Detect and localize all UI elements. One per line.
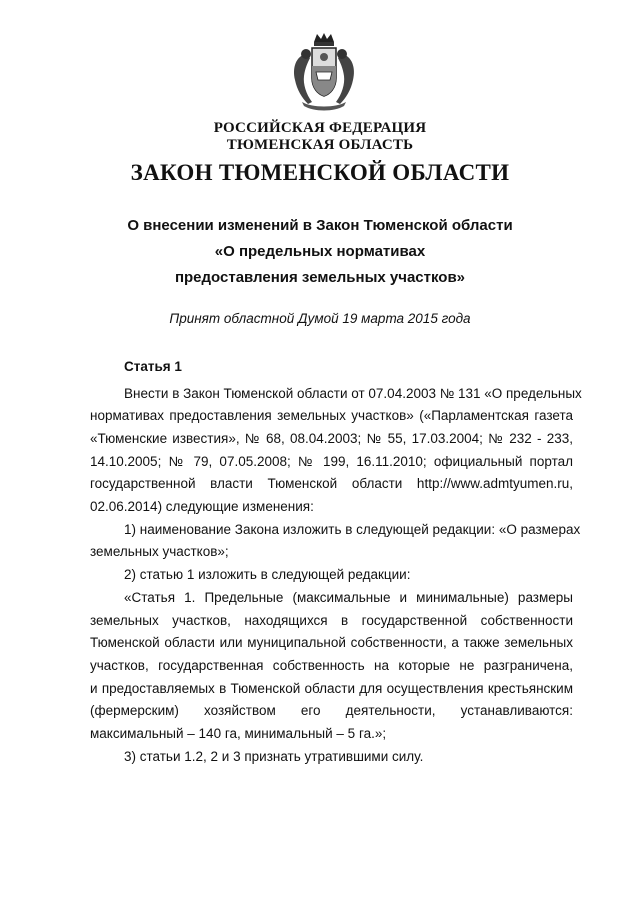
body-line: земельных участков»; <box>90 544 229 559</box>
header-region: ТЮМЕНСКАЯ ОБЛАСТЬ <box>226 137 414 153</box>
body-line: максимальный – 140 га, минимальный – 5 га.»; <box>90 726 387 741</box>
body-line: и предоставляемых в Тюменской области для осуществления крестьянским <box>90 681 573 696</box>
body-line: Внести в Закон Тюменской области от 07.04.2003 № 131 «О предельных <box>124 386 582 401</box>
adoption-date: Принят областной Думой 19 марта 2015 года <box>169 311 471 326</box>
article-heading: Статья 1 <box>124 359 182 374</box>
body-line: 2) статью 1 изложить в следующей редакции: <box>124 567 411 582</box>
body-line: 02.06.2014) следующие изменения: <box>90 499 314 514</box>
document-title: ЗАКОН ТЮМЕНСКОЙ ОБЛАСТИ <box>130 160 510 185</box>
body-line: (фермерским) хозяйством его деятельности, устанавливаются: <box>90 703 573 718</box>
body-line: 1) наименование Закона изложить в следующей редакции: «О размерах <box>124 522 581 537</box>
law-title-line: «О предельных нормативах <box>214 243 426 260</box>
body-line: государственной власти Тюменской области http://www.admtyumen.ru, <box>90 476 573 491</box>
law-title-line: О внесении изменений в Закон Тюменской области <box>127 217 513 234</box>
body-line: участков, государственная собственность на которые не разграничена, <box>90 658 573 673</box>
body-line: земельных участков, находящихся в государственной собственности <box>90 613 573 628</box>
body-line: 14.10.2005; № 79, 07.05.2008; № 199, 16.11.2010; официальный портал <box>90 454 573 469</box>
header-federation: РОССИЙСКАЯ ФЕДЕРАЦИЯ <box>213 120 427 136</box>
body-line: 3) статьи 1.2, 2 и 3 признать утратившими силу. <box>124 749 424 764</box>
coat-of-arms-emblem <box>286 32 362 112</box>
body-line: «Статья 1. Предельные (максимальные и минимальные) размеры <box>124 590 573 605</box>
body-line: Тюменской области или муниципальной собственности, а также земельных <box>90 635 573 650</box>
body-line: «Тюменские известия», № 68, 08.04.2003; № 55, 17.03.2004; № 232 - 233, <box>90 431 573 446</box>
body-line: нормативах предоставления земельных участков» («Парламентская газета <box>90 408 573 423</box>
law-title-line: предоставления земельных участков» <box>174 269 466 286</box>
